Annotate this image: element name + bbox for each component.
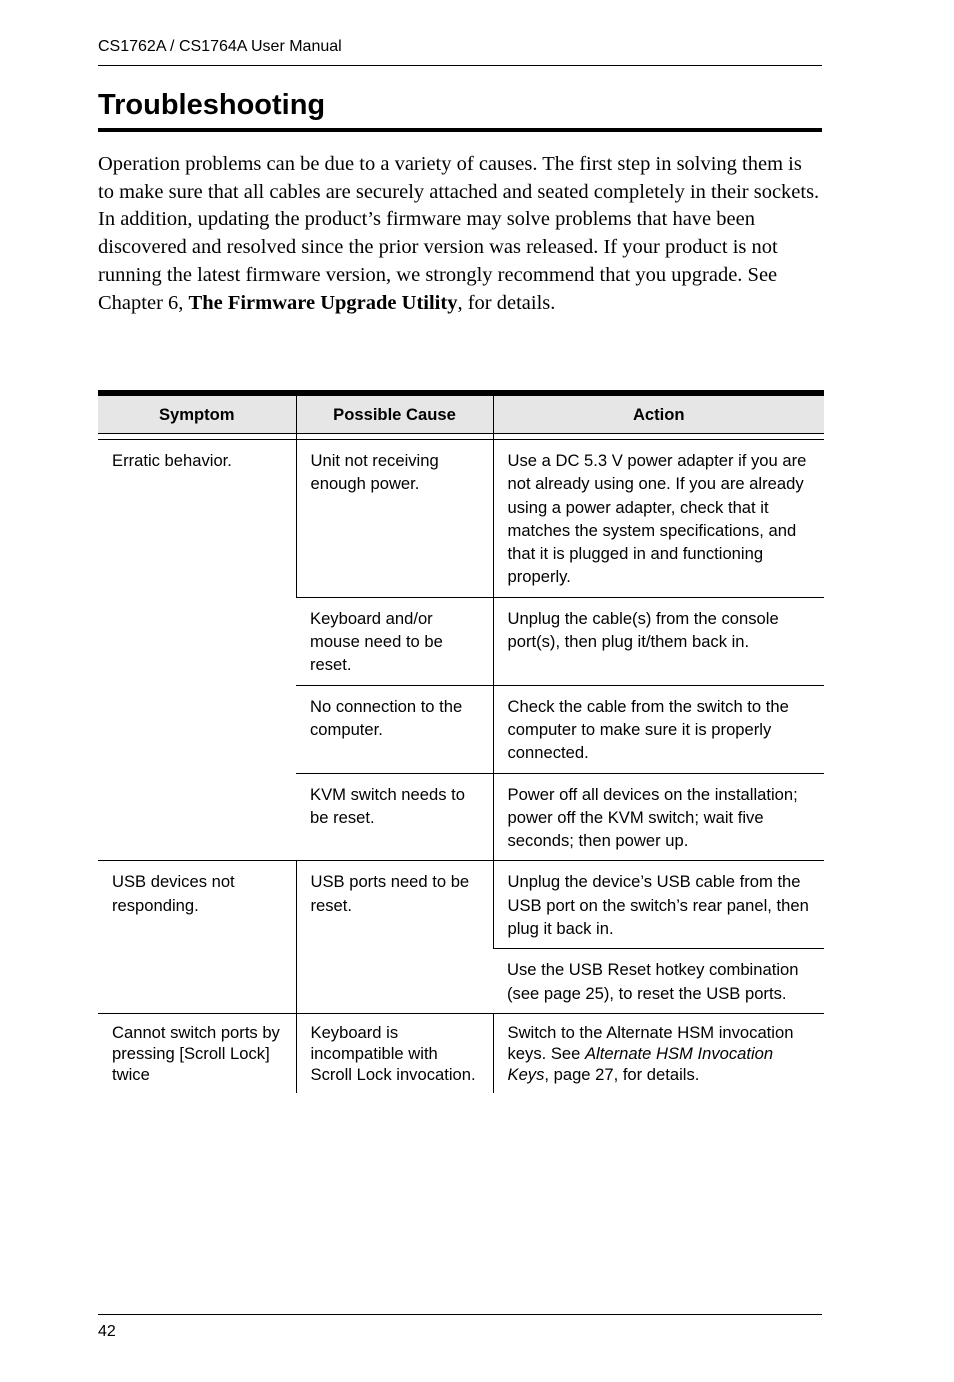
intro-text-end: , for details. (457, 291, 556, 314)
action-text: Switch to the Alternate HSM invocation keys. See (507, 1022, 794, 1063)
header-rule (98, 65, 822, 66)
action-cell: Unplug the cable(s) from the console port(s), then plug it/them back in. (493, 597, 824, 685)
section-title: Troubleshooting (98, 89, 326, 121)
cause-cell: Keyboard and/or mouse need to be reset. (296, 597, 493, 685)
troubleshooting-table (98, 390, 824, 1093)
table-row (98, 1013, 824, 1093)
symptom-cell: USB devices not responding. (98, 861, 296, 1013)
intro-text: Operation problems can be due to a variety of causes. The first step in solving them is to make sure that all cables are securely attached and seated completely in their sockets. In addition, updating the product’s firmware may solve problems that have been discovered and resolved since the prior version was released. If your product is not running the latest firmware version, we strongly recommend that you upgrade. See Chapter 6, (98, 153, 820, 314)
header-symptom: Symptom (98, 396, 296, 434)
table-row (98, 861, 824, 949)
action-cell (493, 1013, 824, 1093)
table-header-row (98, 396, 824, 434)
action-text-end: , page 27, for details. (544, 1064, 700, 1084)
running-header: CS1762A / CS1764A User Manual (98, 38, 342, 55)
symptom-cell: Erratic behavior. (112, 451, 232, 470)
cause-cell: Unit not receiving enough power. (296, 440, 493, 598)
title-rule (98, 128, 822, 132)
header-possible-cause: Possible Cause (296, 396, 493, 434)
cause-cell: USB ports need to be reset. (296, 861, 493, 1013)
hsm-keys-reference: Alternate HSM Invocation Keys (507, 1043, 774, 1084)
action-cell: Use a DC 5.3 V power adapter if you are not already using one. If you are already using a power adapter, check that it matches the system specifications, and that it is plugged in and functioning properly. (493, 440, 824, 598)
cause-cell: KVM switch needs to be reset. (296, 773, 493, 861)
action-cell: Check the cable from the switch to the computer to make sure it is properly connected. (493, 685, 824, 773)
action-cell: Power off all devices on the installation; power off the KVM switch; wait five seconds; then power up. (493, 773, 824, 861)
action-cell: Use the USB Reset hotkey combination (see page 25), to reset the USB ports. (493, 949, 824, 1014)
action-cell: Unplug the device’s USB cable from the USB port on the switch’s rear panel, then plug it back in. (493, 861, 824, 949)
cause-cell: Keyboard is incompatible with Scroll Lock invocation. (296, 1013, 493, 1093)
intro-paragraph (98, 151, 822, 317)
page-number: 42 (98, 1323, 116, 1340)
cause-cell: No connection to the computer. (296, 685, 493, 773)
firmware-utility-reference: The Firmware Upgrade Utility (188, 291, 458, 314)
footer-rule (98, 1314, 822, 1315)
header-action: Action (493, 396, 824, 434)
table-row (98, 440, 824, 598)
symptom-cell: Cannot switch ports by pressing [Scroll Lock] twice (98, 1013, 296, 1093)
